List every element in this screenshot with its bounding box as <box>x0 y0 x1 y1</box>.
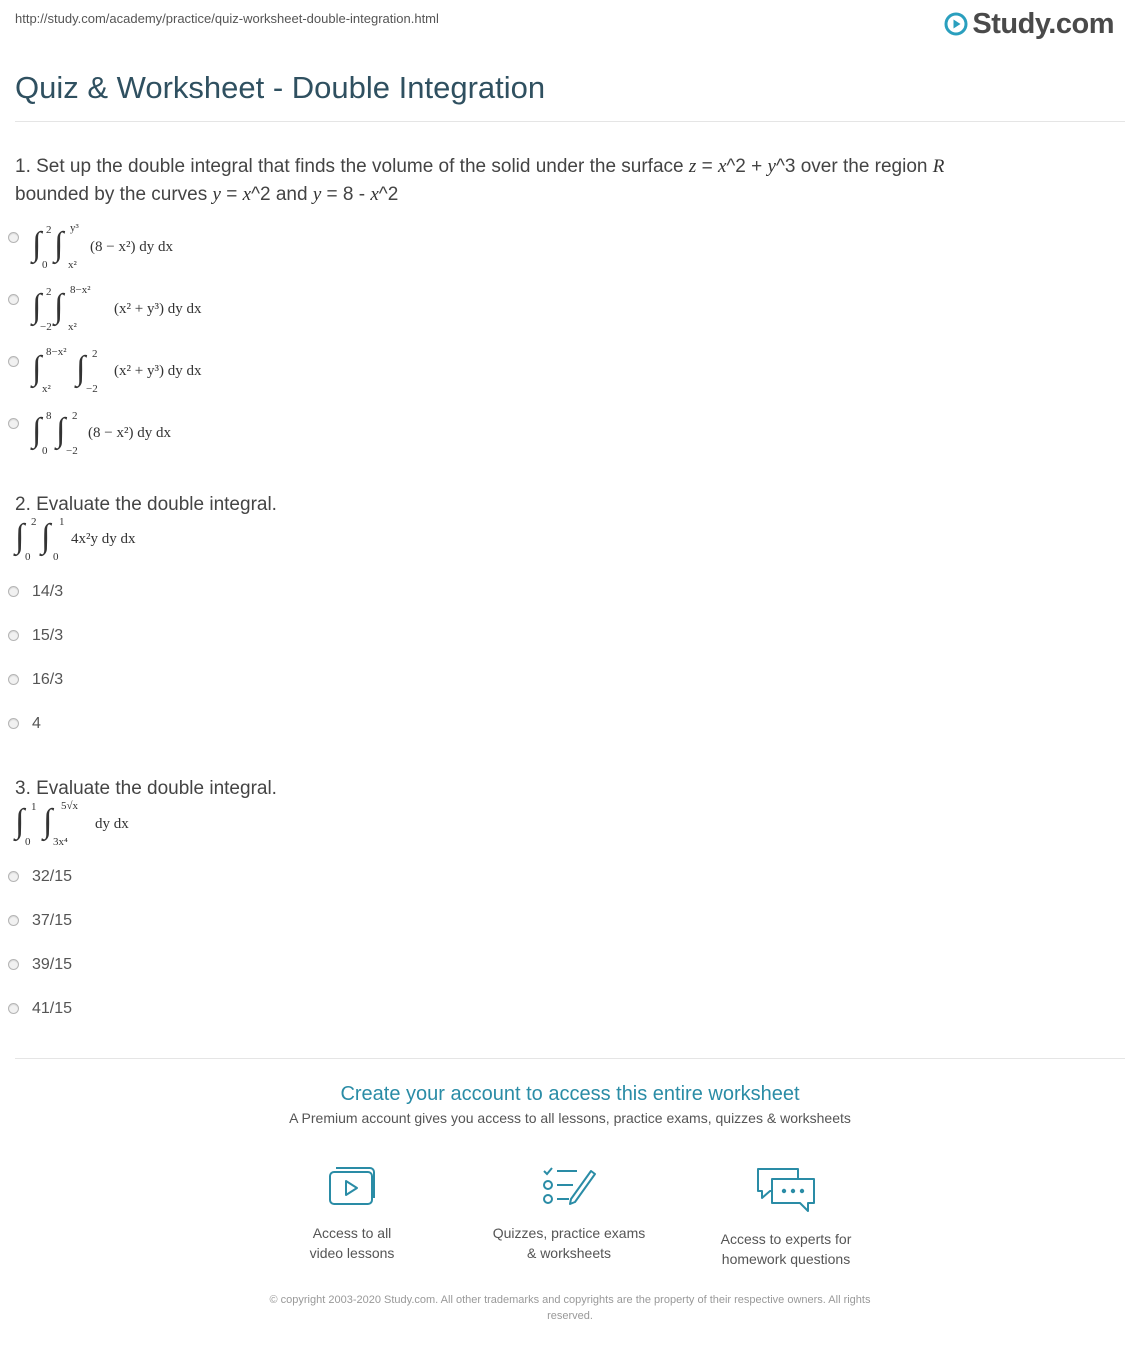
inner-lower-limit: 3x⁴ <box>53 836 68 848</box>
inner-upper-limit: 2 <box>92 348 98 360</box>
quiz-checklist-icon <box>541 1165 597 1209</box>
feature-video-lessons <box>252 1165 452 1263</box>
integral-sign: ∫ <box>54 226 64 263</box>
cta-divider <box>15 1058 1125 1059</box>
integral-sign: ∫ <box>43 803 53 840</box>
question-3-integral <box>15 799 215 855</box>
inner-upper-limit: 2 <box>72 410 78 422</box>
inner-lower-limit: −2 <box>86 383 98 395</box>
video-lessons-icon <box>326 1165 378 1209</box>
integrand: (8 − x²) dy dx <box>88 425 171 441</box>
outer-upper-limit: 2 <box>31 516 37 528</box>
feature-line-1: Access to all <box>312 1225 392 1241</box>
outer-lower-limit: 0 <box>42 259 48 271</box>
option-label: 16/3 <box>32 671 64 688</box>
integrand: dy dx <box>95 816 129 832</box>
inner-upper-limit: y³ <box>70 222 79 234</box>
inner-upper-limit: 1 <box>59 516 65 528</box>
feature-quizzes <box>469 1165 669 1263</box>
integral-sign: ∫ <box>15 803 25 840</box>
option-label: 37/15 <box>32 912 73 929</box>
radio-button[interactable] <box>8 959 19 970</box>
question-1-option-1[interactable] <box>8 222 208 278</box>
cta-subtitle: A Premium account gives you access to all lessons, practice exams, quizzes & worksheets <box>289 1110 851 1126</box>
feature-line-2: & worksheets <box>526 1245 612 1261</box>
radio-button[interactable] <box>8 418 19 429</box>
integrand: (x² + y³) dy dx <box>114 363 202 379</box>
feature-line-1: Access to experts for <box>720 1231 852 1247</box>
integral-sign: ∫ <box>32 412 42 449</box>
integrand: (x² + y³) dy dx <box>114 301 202 317</box>
integrand: (8 − x²) dy dx <box>90 239 173 255</box>
question-2-integral <box>15 514 215 570</box>
question-3-text: 3. Evaluate the double integral. <box>15 778 277 799</box>
integral-sign: ∫ <box>54 288 64 325</box>
question-1-option-4[interactable] <box>8 408 208 464</box>
outer-lower-limit: 0 <box>42 445 48 457</box>
cta-section <box>0 1083 1140 1126</box>
radio-button[interactable] <box>8 718 19 729</box>
feature-line-1: Quizzes, practice exams <box>492 1225 646 1241</box>
outer-upper-limit: 1 <box>31 801 37 813</box>
outer-lower-limit: 0 <box>25 836 31 848</box>
outer-lower-limit: 0 <box>25 551 31 563</box>
option-label: 39/15 <box>32 956 73 973</box>
inner-upper-limit: 5√x <box>61 800 79 812</box>
outer-upper-limit: 2 <box>46 286 52 298</box>
option-label: 14/3 <box>32 583 64 600</box>
feature-line-2: homework questions <box>721 1251 851 1267</box>
footer-line-2: reserved. <box>547 1310 593 1322</box>
radio-button[interactable] <box>8 674 19 685</box>
outer-lower-limit: −2 <box>40 321 52 333</box>
question-1 <box>15 153 1110 209</box>
radio-button[interactable] <box>8 356 19 367</box>
outer-upper-limit: 8 <box>46 410 52 422</box>
integral-sign: ∫ <box>32 226 42 263</box>
integral-sign: ∫ <box>41 518 51 555</box>
radio-button[interactable] <box>8 586 19 597</box>
title-divider <box>15 121 1125 122</box>
radio-button[interactable] <box>8 232 19 243</box>
integral-sign: ∫ <box>15 518 25 555</box>
integral-sign: ∫ <box>76 350 86 387</box>
cta-title[interactable]: Create your account to access this entire worksheet <box>340 1083 800 1105</box>
inner-lower-limit: x² <box>68 321 77 333</box>
option-label: 32/15 <box>32 868 73 885</box>
inner-lower-limit: 0 <box>53 551 59 563</box>
question-1-text: 1. Set up the double integral that finds the volume of the solid under the surface z = x^2 + y^3 over the region R bounded by the curves y = x^2 and y = 8 - x^2 <box>15 156 945 205</box>
integral-expression <box>32 222 232 278</box>
option-label: 15/3 <box>32 627 64 644</box>
play-circle-icon <box>944 12 968 36</box>
outer-upper-limit: 2 <box>46 224 52 236</box>
inner-lower-limit: −2 <box>66 445 78 457</box>
integral-expression <box>32 284 252 340</box>
question-2-text: 2. Evaluate the double integral. <box>15 494 277 515</box>
integral-sign: ∫ <box>56 412 66 449</box>
footer-line-1: © copyright 2003-2020 Study.com. All other trademarks and copyrights are the property of their respective owners. All rights <box>269 1294 871 1306</box>
outer-lower-limit: x² <box>42 383 51 395</box>
page-title: Quiz & Worksheet - Double Integration <box>15 70 546 105</box>
copyright-footer <box>200 1292 940 1324</box>
question-1-option-2[interactable] <box>8 284 228 340</box>
study-logo[interactable] <box>944 8 1114 40</box>
inner-lower-limit: x² <box>68 259 77 271</box>
integral-expression <box>32 346 252 402</box>
feature-experts <box>686 1165 886 1269</box>
question-1-option-3[interactable] <box>8 346 228 402</box>
option-label: 41/15 <box>32 1000 73 1017</box>
integral-sign: ∫ <box>32 350 42 387</box>
radio-button[interactable] <box>8 630 19 641</box>
option-label: 4 <box>32 715 41 732</box>
chat-bubbles-icon <box>754 1165 818 1215</box>
integral-expression <box>32 408 232 464</box>
radio-button[interactable] <box>8 1003 19 1014</box>
radio-button[interactable] <box>8 294 19 305</box>
outer-upper-limit: 8−x² <box>46 346 67 358</box>
radio-button[interactable] <box>8 915 19 926</box>
integrand: 4x²y dy dx <box>71 531 136 547</box>
page-url: http://study.com/academy/practice/quiz-worksheet-double-integration.html <box>15 11 439 26</box>
inner-upper-limit: 8−x² <box>70 284 91 296</box>
feature-line-2: video lessons <box>309 1245 395 1261</box>
integral-sign: ∫ <box>32 288 42 325</box>
logo-text: Study.com <box>972 8 1114 40</box>
radio-button[interactable] <box>8 871 19 882</box>
